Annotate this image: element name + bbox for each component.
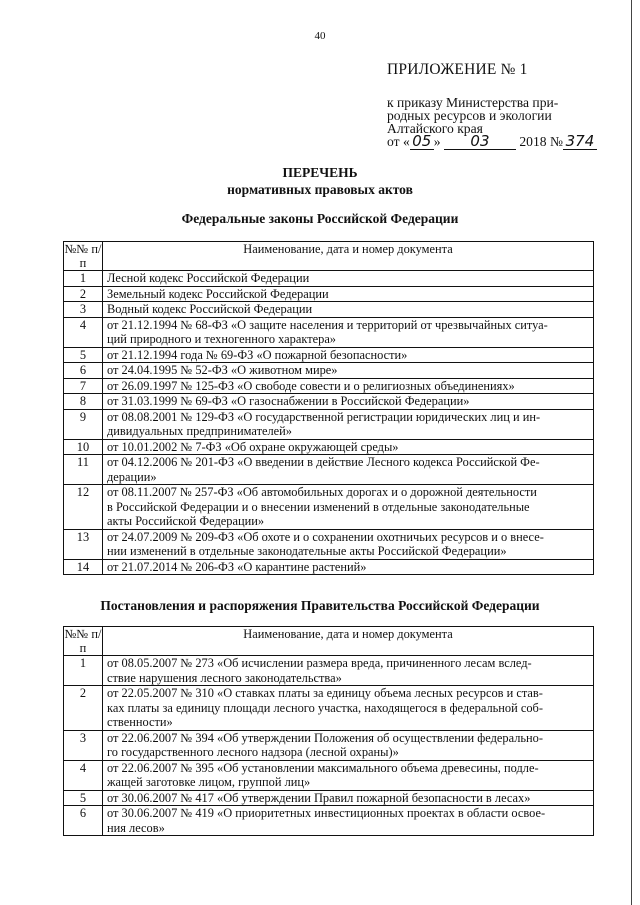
order-reference <box>387 96 558 135</box>
document-description-line: Лесной кодекс Российской Федерации <box>107 271 310 285</box>
table-row <box>64 363 594 379</box>
handwritten-order-number: 374 <box>565 132 595 150</box>
row-number: 4 <box>64 317 103 347</box>
document-description-line: от 22.06.2007 № 395 «Об установлении максимального объема древесины, подле- <box>107 760 539 775</box>
document-description-line: от 04.12.2006 № 201-ФЗ «О введении в действие Лесного кодекса Российской Фе- <box>107 455 540 469</box>
section-government-decrees-title: Постановления и распоряжения Правительства Российской Федерации <box>100 598 540 613</box>
document-description <box>103 271 594 287</box>
document-description-line: ций природного и техногенного характера» <box>107 332 337 346</box>
document-description <box>103 485 594 530</box>
table-row <box>64 686 594 731</box>
document-description-line: ках платы за единицу площади лесного участка, находящегося в федеральной соб- <box>107 700 543 715</box>
row-number: 1 <box>64 656 103 686</box>
document-description-line: в Российской Федерации и о внесении изменений в отдельные законодательные <box>107 499 530 514</box>
document-description-line: от 08.05.2007 № 273 «Об исчислении размера вреда, причиненного лесам вслед- <box>107 656 532 670</box>
column-header-document: Наименование, дата и номер документа <box>103 627 594 656</box>
date-prefix: от « <box>387 134 410 149</box>
document-description-line: Земельный кодекс Российской Федерации <box>107 286 329 301</box>
document-description <box>103 790 594 806</box>
date-quote: » <box>433 134 441 149</box>
document-description-line: ствие нарушения лесного законодательства» <box>107 670 342 685</box>
row-number: 8 <box>64 394 103 410</box>
section-federal-laws-title: Федеральные законы Российской Федерации <box>181 211 459 226</box>
appendix-heading: ПРИЛОЖЕНИЕ № 1 <box>387 61 528 78</box>
document-description-line: от 08.08.2001 № 129-ФЗ «О государственной регистрации юридических лиц и ин- <box>107 409 541 424</box>
date-day-field <box>410 132 434 150</box>
order-line: к приказу Министерства при- <box>387 95 559 110</box>
document-description-line: го государственного лесного надзора (лесной охраны)» <box>107 745 399 759</box>
date-month-field <box>444 132 516 150</box>
document-title: ПЕРЕЧЕНЬ <box>282 165 358 180</box>
document-description <box>103 439 594 455</box>
table-row <box>64 271 594 287</box>
document-description-line: от 21.12.1994 года № 69-ФЗ «О пожарной безопасности» <box>107 347 408 362</box>
table-row <box>64 790 594 806</box>
document-description-line: от 31.03.1999 № 69-ФЗ «О газоснабжении в Российской Федерации» <box>107 394 470 408</box>
row-number: 14 <box>64 559 103 575</box>
table-row <box>64 286 594 302</box>
document-description-line: от 30.06.2007 № 419 «О приоритетных инвестиционных проектах в области освое- <box>107 806 546 820</box>
document-description-line: нии изменений в отдельные законодательные акты Российской Федерации» <box>107 544 507 558</box>
document-description-line: от 30.06.2007 № 417 «Об утверждении Правил пожарной безопасности в лесах» <box>107 790 531 805</box>
order-line: родных ресурсов и экологии <box>387 108 552 123</box>
document-description-line: от 21.12.1994 № 68-ФЗ «О защите населения и территорий от чрезвычайных ситуа- <box>107 317 548 332</box>
document-description <box>103 363 594 379</box>
document-description <box>103 656 594 686</box>
table-row <box>64 409 594 439</box>
table-row <box>64 394 594 410</box>
document-description-line: от 24.07.2009 № 209-ФЗ «Об охоте и о сохранении охотничьих ресурсов и о внесе- <box>107 529 544 544</box>
document-description <box>103 529 594 559</box>
document-description-line: от 08.11.2007 № 257-ФЗ «Об автомобильных дорогах и о дорожной деятельности <box>107 485 537 499</box>
document-description <box>103 686 594 731</box>
table-row <box>64 806 594 836</box>
table-header-row <box>64 627 594 656</box>
row-number: 6 <box>64 806 103 836</box>
row-number: 11 <box>64 455 103 485</box>
document-description-line: от 21.07.2014 № 206-ФЗ «О карантине растений» <box>107 559 367 574</box>
table-header-row <box>64 242 594 271</box>
table-row <box>64 485 594 530</box>
document-description <box>103 409 594 439</box>
table-row <box>64 529 594 559</box>
column-header-document: Наименование, дата и номер документа <box>103 242 594 271</box>
document-description <box>103 730 594 760</box>
document-description-line: акты Российской Федерации» <box>107 514 265 528</box>
row-number: 6 <box>64 363 103 379</box>
table-row <box>64 760 594 790</box>
table-row <box>64 317 594 347</box>
document-description-line: жащей заготовке лицом, группой лиц» <box>107 775 311 789</box>
handwritten-day: 05 <box>412 132 432 150</box>
document-description <box>103 378 594 394</box>
row-number: 12 <box>64 485 103 530</box>
column-header-number: №№ п/п <box>64 627 102 655</box>
document-description <box>103 394 594 410</box>
document-description <box>103 317 594 347</box>
federal-laws-table <box>63 241 594 575</box>
table-row <box>64 559 594 575</box>
document-description <box>103 347 594 363</box>
row-number: 2 <box>64 286 103 302</box>
row-number: 13 <box>64 529 103 559</box>
row-number: 9 <box>64 409 103 439</box>
row-number: 5 <box>64 347 103 363</box>
order-line: Алтайского края <box>387 121 483 136</box>
document-description-line: от 22.06.2007 № 394 «Об утверждении Положения об осуществлении федерально- <box>107 730 544 745</box>
order-date <box>387 134 597 150</box>
document-description <box>103 455 594 485</box>
government-decrees-table <box>63 626 594 836</box>
table-row <box>64 730 594 760</box>
document-description-line: ственности» <box>107 715 173 729</box>
document-subtitle: нормативных правовых актов <box>227 182 413 197</box>
row-number: 10 <box>64 439 103 455</box>
table-row <box>64 656 594 686</box>
date-year: 2018 № <box>519 134 563 149</box>
row-number: 5 <box>64 790 103 806</box>
document-description-line: от 26.09.1997 № 125-ФЗ «О свободе совести и о религиозных объединениях» <box>107 378 515 393</box>
handwritten-month: 03 <box>470 132 490 150</box>
document-description-line: от 22.05.2007 № 310 «О ставках платы за единицу объема лесных ресурсов и став- <box>107 686 543 700</box>
row-number: 4 <box>64 760 103 790</box>
document-description-line: Водный кодекс Российской Федерации <box>107 302 313 316</box>
table-row <box>64 302 594 318</box>
document-description-line: дерации» <box>107 469 157 484</box>
document-description-line: ния лесов» <box>107 820 165 835</box>
row-number: 2 <box>64 686 103 731</box>
page-edge-line <box>631 0 632 905</box>
table-row <box>64 439 594 455</box>
document-description-line: от 10.01.2002 № 7-ФЗ «Об охране окружающей среды» <box>107 439 399 454</box>
table-row <box>64 455 594 485</box>
column-header-number: №№ п/п <box>64 242 102 270</box>
document-description <box>103 760 594 790</box>
document-description-line: от 24.04.1995 № 52-ФЗ «О животном мире» <box>107 363 338 377</box>
row-number: 1 <box>64 271 103 287</box>
row-number: 3 <box>64 730 103 760</box>
document-description <box>103 806 594 836</box>
table-row <box>64 378 594 394</box>
order-number-field <box>563 132 597 150</box>
document-description <box>103 286 594 302</box>
row-number: 7 <box>64 378 103 394</box>
page-number: 40 <box>314 30 326 42</box>
document-description <box>103 302 594 318</box>
table-row <box>64 347 594 363</box>
document-description-line: дивидуальных предпринимателей» <box>107 424 292 438</box>
document-description <box>103 559 594 575</box>
row-number: 3 <box>64 302 103 318</box>
